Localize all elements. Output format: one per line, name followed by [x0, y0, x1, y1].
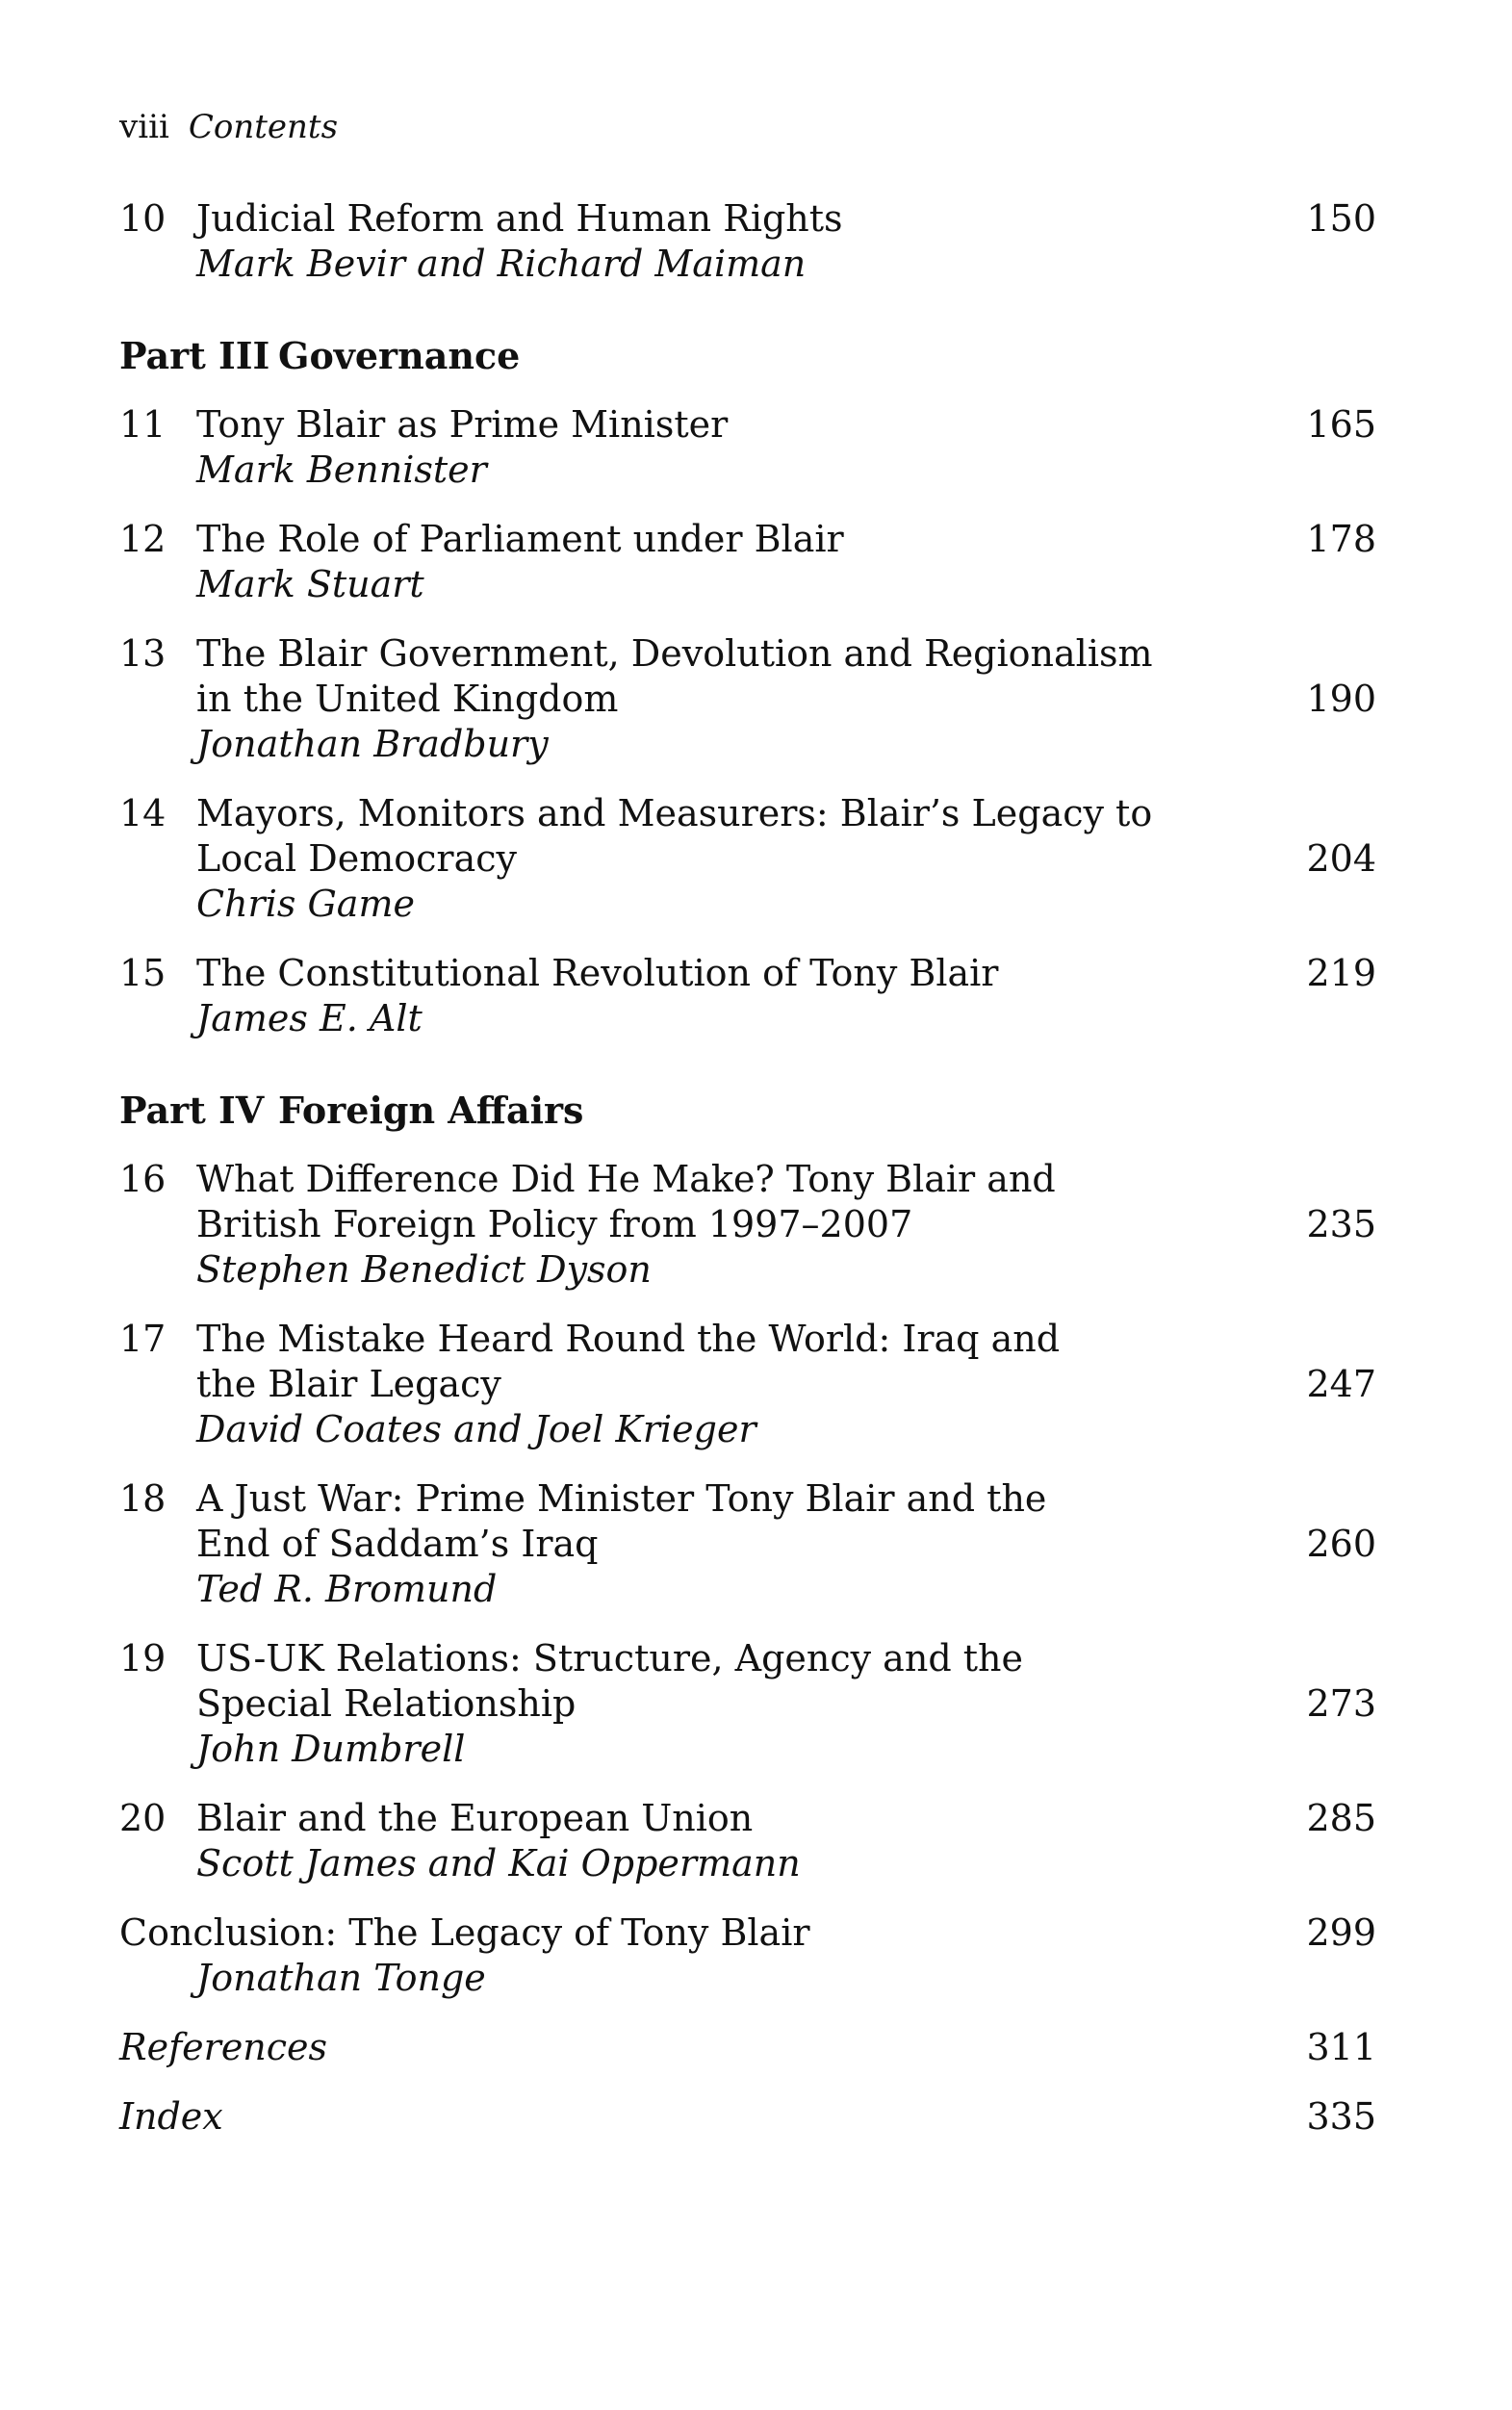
- page-number: 204: [1306, 837, 1376, 880]
- chapter-number: 18: [119, 1477, 167, 1520]
- page-number: 299: [1306, 1911, 1376, 1954]
- chapter-authors: Jonathan Bradbury: [196, 723, 549, 765]
- page-number: 311: [1306, 2026, 1376, 2068]
- toc-entry-chapter-20[interactable]: [119, 1796, 1376, 1886]
- toc-entry-chapter-19[interactable]: [119, 1636, 1376, 1772]
- chapter-authors: David Coates and Joel Krieger: [196, 1408, 756, 1450]
- chapter-number: 10: [119, 197, 167, 240]
- chapter-number: 16: [119, 1158, 167, 1200]
- part-title: Governance: [278, 334, 521, 377]
- toc-entry-chapter-16[interactable]: [119, 1157, 1376, 1293]
- toc-entry-chapter-10[interactable]: [119, 196, 1376, 287]
- chapter-title-line-2: End of Saddam’s Iraq: [196, 1523, 599, 1565]
- page-number: 285: [1306, 1797, 1376, 1839]
- chapter-title-line-2: Special Relationship: [196, 1682, 577, 1725]
- part-heading-3: [119, 333, 1376, 378]
- toc-entry-chapter-18[interactable]: [119, 1476, 1376, 1612]
- chapter-authors: Ted R. Bromund: [196, 1568, 498, 1610]
- table-of-contents: [119, 196, 1376, 2140]
- index-title: Index: [119, 2095, 223, 2138]
- chapter-number: 17: [119, 1318, 167, 1360]
- page-number: 235: [1306, 1203, 1376, 1245]
- page-folio: viii: [119, 108, 169, 146]
- chapter-authors: James E. Alt: [196, 997, 423, 1039]
- toc-entry-index[interactable]: [119, 2094, 1376, 2140]
- chapter-authors: Chris Game: [196, 883, 415, 925]
- chapter-title: Tony Blair as Prime Minister: [196, 403, 729, 446]
- chapter-title-line-1: A Just War: Prime Minister Tony Blair and the: [196, 1477, 1047, 1520]
- references-title: References: [119, 2026, 328, 2068]
- chapter-authors: John Dumbrell: [196, 1728, 466, 1770]
- chapter-title-line-1: What Difference Did He Make? Tony Blair and: [196, 1158, 1056, 1200]
- chapter-title-line-2: Local Democracy: [196, 837, 518, 880]
- chapter-number: 19: [119, 1637, 167, 1679]
- chapter-title: The Role of Parliament under Blair: [196, 518, 844, 560]
- chapter-authors: Mark Bevir and Richard Maiman: [196, 243, 807, 285]
- page-number: 219: [1306, 952, 1376, 994]
- chapter-title-line-2: the Blair Legacy: [196, 1363, 501, 1405]
- part-label: Part III: [119, 334, 270, 377]
- page-number: 190: [1306, 678, 1376, 720]
- chapter-title-line-2: in the United Kingdom: [196, 678, 619, 720]
- part-label: Part IV: [119, 1089, 265, 1132]
- toc-entry-chapter-12[interactable]: [119, 517, 1376, 607]
- chapter-title-line-1: US-UK Relations: Structure, Agency and the: [196, 1637, 1023, 1679]
- chapter-number: 14: [119, 792, 167, 834]
- chapter-title: The Constitutional Revolution of Tony Blair: [196, 952, 999, 994]
- toc-entry-conclusion[interactable]: [119, 1910, 1376, 2001]
- part-title: Foreign Affairs: [278, 1089, 584, 1132]
- chapter-title-line-1: The Blair Government, Devolution and Regionalism: [196, 632, 1153, 675]
- chapter-number: 11: [119, 403, 167, 446]
- chapter-authors: Scott James and Kai Oppermann: [196, 1842, 801, 1884]
- part-heading-4: [119, 1088, 1376, 1133]
- chapter-title-line-2: British Foreign Policy from 1997–2007: [196, 1203, 913, 1245]
- conclusion-title: Conclusion: The Legacy of Tony Blair: [119, 1911, 810, 1954]
- chapter-number: 15: [119, 952, 167, 994]
- page-number: 247: [1306, 1363, 1376, 1405]
- toc-entry-chapter-15[interactable]: [119, 951, 1376, 1041]
- conclusion-authors: Jonathan Tonge: [196, 1957, 486, 1999]
- page-number: 165: [1306, 403, 1376, 446]
- page-number: 260: [1306, 1523, 1376, 1565]
- page-number: 273: [1306, 1682, 1376, 1725]
- page-number: 150: [1306, 197, 1376, 240]
- toc-entry-chapter-17[interactable]: [119, 1317, 1376, 1452]
- toc-entry-chapter-11[interactable]: [119, 402, 1376, 493]
- chapter-authors: Stephen Benedict Dyson: [196, 1248, 652, 1291]
- running-head-title: Contents: [188, 108, 339, 146]
- chapter-title-line-1: The Mistake Heard Round the World: Iraq and: [196, 1318, 1061, 1360]
- toc-entry-chapter-14[interactable]: [119, 791, 1376, 927]
- chapter-authors: Mark Stuart: [196, 563, 424, 605]
- chapter-number: 13: [119, 632, 167, 675]
- chapter-title: Blair and the European Union: [196, 1797, 754, 1839]
- chapter-title: Judicial Reform and Human Rights: [196, 197, 843, 240]
- toc-entry-chapter-13[interactable]: [119, 631, 1376, 767]
- chapter-number: 20: [119, 1797, 167, 1839]
- running-head: [119, 104, 338, 150]
- chapter-number: 12: [119, 518, 167, 560]
- chapter-authors: Mark Bennister: [196, 449, 487, 491]
- chapter-title-line-1: Mayors, Monitors and Measurers: Blair’s Legacy to: [196, 792, 1153, 834]
- page-number: 335: [1306, 2095, 1376, 2138]
- toc-entry-references[interactable]: [119, 2025, 1376, 2070]
- page-number: 178: [1306, 518, 1376, 560]
